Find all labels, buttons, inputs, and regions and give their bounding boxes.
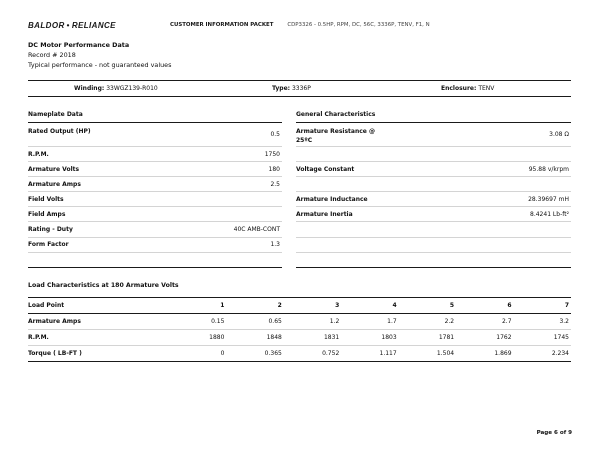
table-cell: 2.7	[456, 314, 513, 330]
general-row-empty	[296, 253, 571, 268]
table-row	[28, 314, 571, 330]
general-row: Voltage Constant 95.88 v/krpm	[296, 162, 571, 177]
table-cell: 1.869	[456, 346, 513, 362]
page-header	[28, 19, 430, 31]
general-row-empty	[296, 147, 571, 162]
general-characteristics-panel	[296, 107, 571, 268]
column-header: 1	[169, 298, 226, 314]
table-cell: 2.234	[514, 346, 571, 362]
table-cell: 1781	[399, 330, 456, 346]
table-row	[28, 330, 571, 346]
brand-logo: BALDOR • RELIANCE	[28, 20, 116, 30]
nameplate-row: Field Amps	[28, 207, 282, 222]
table-cell: 1880	[169, 330, 226, 346]
load-characteristics-title: Load Characteristics at 180 Armature Volts	[28, 282, 179, 289]
column-header: 7	[514, 298, 571, 314]
nameplate-row: Rated Output (HP) 0.5	[28, 123, 282, 147]
nameplate-row: Form Factor 1.3	[28, 238, 282, 253]
table-cell: 1.7	[341, 314, 398, 330]
table-cell: 0.365	[226, 346, 283, 362]
table-cell: 0.15	[169, 314, 226, 330]
table-cell: 0.752	[284, 346, 341, 362]
record-number: Record # 2018	[28, 51, 76, 59]
general-row: Armature Inductance 28.39697 mH	[296, 192, 571, 207]
row-header: R.P.M.	[28, 330, 169, 346]
nameplate-row: Field Volts	[28, 192, 282, 207]
row-header: Armature Amps	[28, 314, 169, 330]
table-header-row	[28, 298, 571, 314]
motor-summary-bar	[28, 80, 571, 97]
type-field: Type: 3336P	[272, 85, 311, 92]
table-cell: 1803	[341, 330, 398, 346]
general-row-empty	[296, 222, 571, 238]
column-header: 6	[456, 298, 513, 314]
table-row	[28, 346, 571, 362]
column-header: 4	[341, 298, 398, 314]
table-cell: 0	[169, 346, 226, 362]
general-title: General Characteristics	[296, 107, 571, 123]
document-title: DC Motor Performance Data	[28, 41, 130, 49]
table-cell: 1745	[514, 330, 571, 346]
column-header-load-point: Load Point	[28, 298, 169, 314]
table-cell: 3.2	[514, 314, 571, 330]
nameplate-data-panel	[28, 107, 282, 268]
nameplate-row: Rating - Duty 40C AMB-CONT	[28, 222, 282, 238]
table-cell: 1831	[284, 330, 341, 346]
table-cell: 1762	[456, 330, 513, 346]
column-header: 3	[284, 298, 341, 314]
nameplate-row: Armature Volts 180	[28, 162, 282, 177]
column-header: 2	[226, 298, 283, 314]
enclosure-field: Enclosure: TENV	[441, 85, 495, 92]
general-row-empty	[296, 238, 571, 253]
general-row-empty	[296, 177, 571, 192]
general-row: Armature Resistance @ 25ºC 3.08 Ω	[296, 123, 571, 147]
winding-field: Winding: 33WGZ139-R010	[74, 85, 158, 92]
nameplate-row: R.P.M. 1750	[28, 147, 282, 162]
column-header: 5	[399, 298, 456, 314]
nameplate-row-empty	[28, 253, 282, 268]
packet-title: CUSTOMER INFORMATION PACKET	[170, 22, 274, 28]
table-cell: 2.2	[399, 314, 456, 330]
product-description: CDP3326 - 0.5HP, RPM, DC, 56C, 3336P, TENV, F1, N	[287, 22, 430, 28]
page-number: Page 6 of 9	[536, 430, 572, 436]
general-row: Armature Inertia 8.4241 Lb-ft²	[296, 207, 571, 222]
disclaimer-note: Typical performance - not guaranteed values	[28, 61, 172, 69]
load-characteristics-table	[28, 297, 571, 362]
nameplate-row: Armature Amps 2.5	[28, 177, 282, 192]
table-cell: 1.2	[284, 314, 341, 330]
table-cell: 0.65	[226, 314, 283, 330]
row-header: Torque ( LB-FT )	[28, 346, 169, 362]
table-cell: 1848	[226, 330, 283, 346]
table-cell: 1.117	[341, 346, 398, 362]
nameplate-title: Nameplate Data	[28, 107, 282, 123]
table-cell: 1.504	[399, 346, 456, 362]
